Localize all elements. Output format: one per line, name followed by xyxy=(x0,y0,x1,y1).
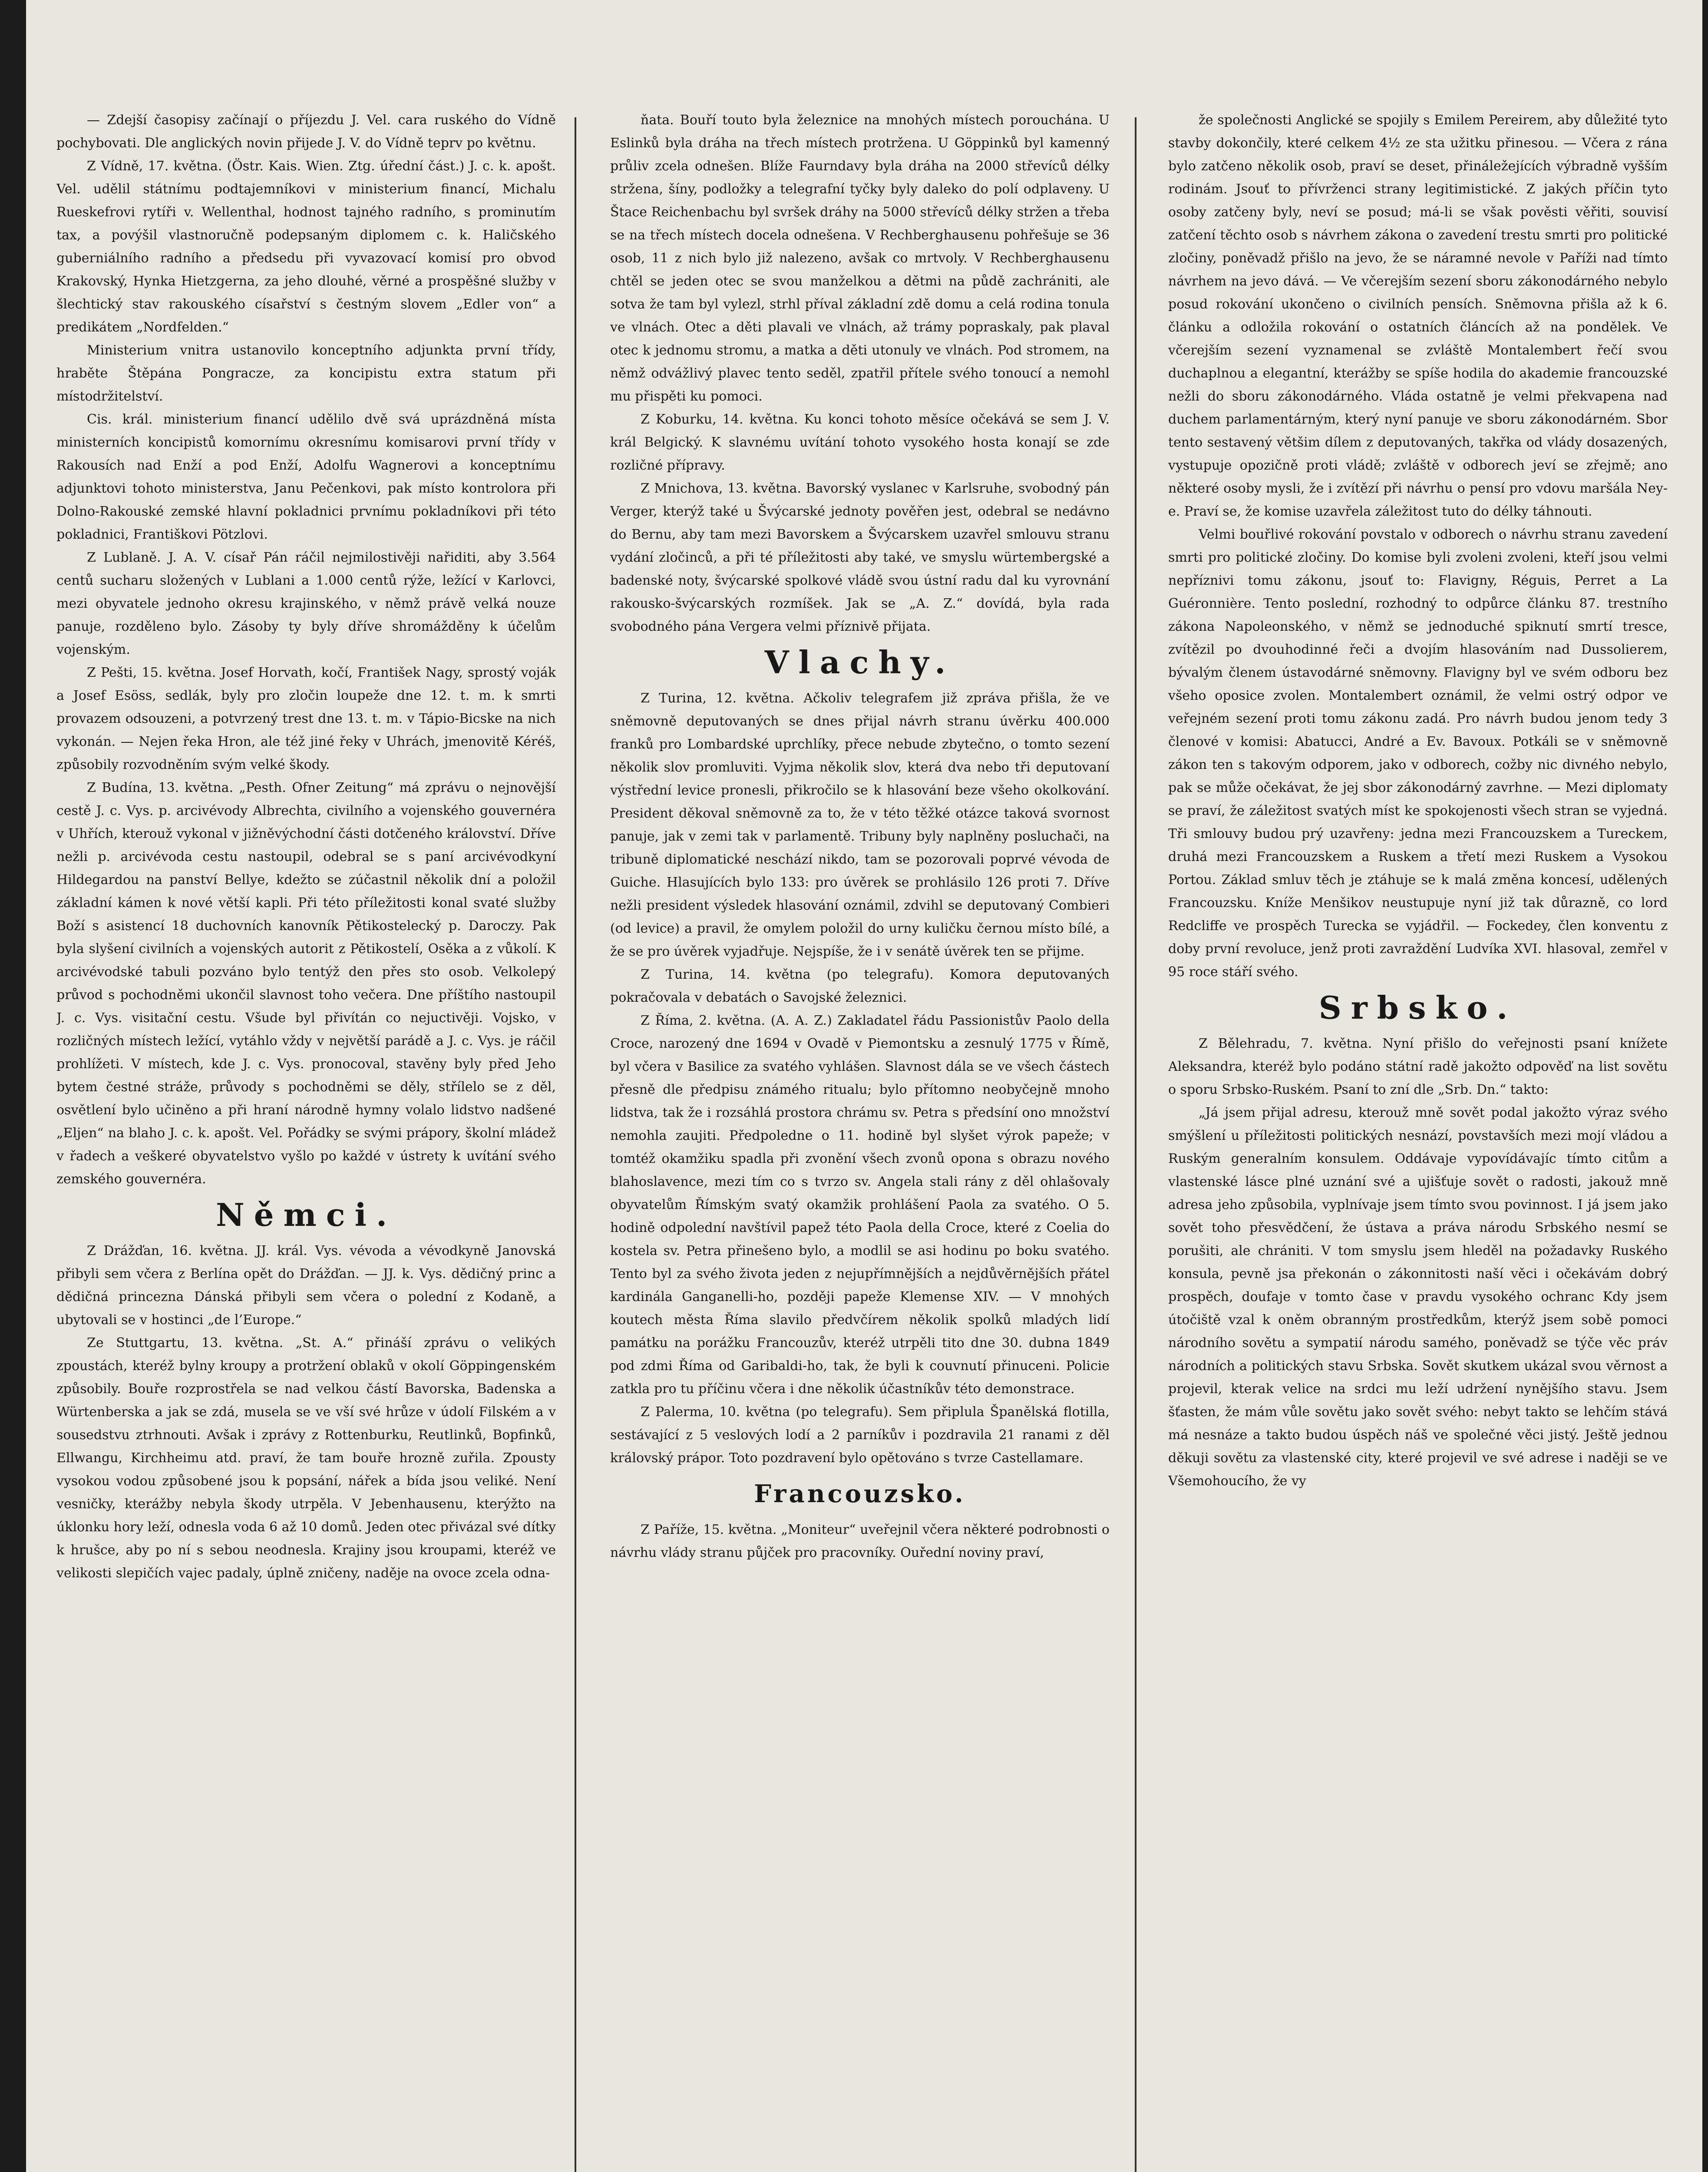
news-z-budina: Z Budína, 13. května. „Pesth. Ofner Zeitung“ má zprávu o nejnovější cestě J. c. Vys. p. arcivévody Albrechta, civilního a vojenského gouvernéra v Uhřích, kterouž vykonal v jižněvýchodní části dotčeného království. Dříve nežli p. arcivévoda cestu nastoupil, odebral se s paní arcivévodkyní Hildegardou na panství Bellye, kdežto se zúčastnil několik dní a položil základní kámen k nové větší kapli. Při této příležitosti konal svaté služby Boží s asistencí 18 duchovních kanovník Pětikostelecký p. Daroczy. Pak byla slyšení civilních a vojenských autorit z Pětikostelí, Osěka a z vůkolí. K arcivévodské tabuli pozváno bylo tentýž den přes sto osob. Velkolepý průvod s pochodněmi ukončil slavnost toho večera. Dne příštího nastoupil J. c. Vys. visitační cestu. Všude byl přivítán co nejuctivěji. Vojsko, v rozličných místech ležící, vytáhlo vždy v největší parádě a J. c. Vys. je ráčil prohlížeti. V místech, kde J. c. Vys. pronocoval, stavěny byly před Jeho bytem čestné stráže, průvody s pochodněmi se děly, střílelo se z děl, osvětlení bylo učiněno a při hraní národně hymny volalo lidstvo nadšené „Eljen“ na blaho J. c. k. apošt. Vel. Pořádky se svými prápory, školní mládež v řadech a veškeré obyvatelstvo vyšlo po každé v ústrety k uvítání svého zemského gouvernéra. xyxy=(56,780,556,1187)
news-z-vidne: Z Vídně, 17. května. (Östr. Kais. Wien. Ztg. úřední část.) J. c. k. apošt. Vel. udělil státnímu podtajemníkovi v ministerium financí, Michalu Rueskefrovi rytíři v. Wellenthal, hodnost tajného radního, s prominutím tax, a povýšil vlastnoručně podepsaným diplomem c. k. Haličského guberniálního radního a předsedu při vyvazovací komisí pro obvod Krakovský, Hynka Hietzgerna, za jeho dlouhé, věrné a prospěšné služby v šlechtický stav rakouského císařství s čestným slovem „Edler von“ a predikátem „Nordfelden.“ xyxy=(56,159,556,335)
news-rokovani-v-odborech: Velmi bouřlivé rokování povstalo v odborech o návrhu stranu zavedení smrti pro politické zločiny. Do komise byli zvoleni zvoleni, kteří jsou velmi nepříznivi tomu zákonu, jsouť to: Flavigny, Réguis, Perret a La Guéronnière. Tento poslední, rozhodný to odpůrce článku 87. trestního zákona Napoleonského, v němž se jednoduché spiknutí smrtí tresce, zvítězil po dvouhodinné řeči a dvojím hlasováním nad Dussolierem, bývalým členem ústavodárné sněmovny. Flavigny byl ve svém odboru bez všeho oposice zvolen. Montalembert oznámil, že velmi ostrý odpor ve veřejném sezení proti tomu zákonu zadá. Pro návrh budou jenom tedy 3 členové v komisi: Abatucci, André a Ev. Bavoux. Potkáli se v sněmovně zákon ten s takovým odporem, jako v odborech, cožby nic divného nebylo, pak se může očekávat, že jej sbor zákonodárný zavrhne. — Mezi diplomaty se praví, že záležitost svatých míst ke spokojenosti všech stran se vyjedná. Tři smlouvy budou prý uzavřeny: jedna mezi Francouzskem a Tureckem, druhá mezi Francouzskem a Ruskem a třetí mezi Ruskem a Vysokou Portou. Základ smluv těch je ztáhuje se k malá změna koncesí, udělených Francouzsku. Kníže Menšikov neustupuje nyní již tak důrazně, co lord Redcliffe ve prospěch Turecka se vyjádřil. — Fockedey, člen konventu z doby první revoluce, jenž proti zavraždění Ludvíka XVI. hlasoval, zemřel v 95 roce stáří svého. xyxy=(1168,527,1668,980)
column-2 xyxy=(610,109,1110,2172)
news-z-rima: Z Říma, 2. května. (A. A. Z.) Zakladatel řádu Passionistův Paolo della Croce, narozený dne 1694 v Ovadě v Piemontsku a zesnulý 1775 v Římě, byl včera v Basilice za svatého vyhlášen. Slavnost dála se ve všech částech přesně dle předpisu známého ritualu; bylo přítomno neobyčejně mnoho lidstva, tak že i rozsáhlá prostora chrámu sv. Petra s předsíní ono množství nemohla zaujiti. Předpoledne o 11. hodině byl slyšet výrok papeže; v tomtéž okamžiku spadla při zvonění všech zvonů opona s obrazu nového blahoslavence, mezi tím co s tvrzo sv. Angela stali rány z děl ohlašovaly obyvatelům Římským svatý okamžik prohlášení Paola za svatého. O 5. hodině odpolední navštívil papež této Paola della Croce, které z Coelia do kostela sv. Petra přinešeno bylo, a modlil se asi hodinu po boku svatého. Tento byl za svého života jeden z nejupřímnějších a nejdůvěrnějších přátel kardinála Ganganelli-ho, později papeže Klemense XIV. — V mnohých koutech města Říma slavilo předvčírem několik spolků mladých lidí památku na porážku Francouzův, kteréž utrpěli tito dne 30. dubna 1849 pod zdmi Říma od Garibaldi-ho, tak, že byli k couvnutí přinuceni. Policie zatkla pro tu příčinu včera i dne několik účastníkův této demonstrace. xyxy=(610,1013,1110,1397)
column-rule-left xyxy=(575,117,576,2172)
news-z-lublane: Z Lublaně. J. A. V. císař Pán ráčil nejmilostivěji nařiditi, aby 3.564 centů sucharu složených v Lublani a 1.000 centů rýže, ležící v Karlovci, mezi obyvatele jednoho okresu krajinského, v němž právě velká nouze panuje, rozděleno bylo. Zásoby ty byly dříve shromážděny k účelům vojenským. xyxy=(56,550,556,657)
column-1 xyxy=(56,109,556,2172)
newspaper-page xyxy=(26,0,1702,2172)
news-z-koburku: Z Koburku, 14. května. Ku konci tohoto měsíce očekává se sem J. V. král Belgický. K slavnému uvítání tohoto vysokého hosta konají se zde rozličné přípravy. xyxy=(610,412,1110,473)
section-heading-nemci: Němci. xyxy=(215,1196,397,1233)
news-ze-stuttgartu: Ze Stuttgartu, 13. května. „St. A.“ přináší zprávu o velikých zpoustách, kteréž bylny kroupy a protržení oblaků v okolí Göppingenském způsobily. Bouře rozprostřela se nad velkou částí Bavorska, Badenska a Würtenberska a jak se zdá, musela se ve vší své hrůze v údolí Filském a v sousedstvu ztrhnouti. Avšak i zprávy z Rottenburku, Reutlinků, Bopfinků, Ellwangu, Kirchheimu atd. praví, že tam bouře hrozně zuřila. Zpousty vysokou vodou způsobené jsou k popsání, nářek a bída jsou veliké. Není vesničky, kterážby nebyla škody utrpěla. V Jebenhausenu, kterýžto na úklonku hory leží, odnesla voda 6 až 10 domů. Jeden otec přivázal své dítky k hrušce, aby po ní s sebou neodnesla. Krajiny jsou kroupami, kteréž ve velikosti slepičích vajec padaly, úplně zničeny, naděje na ovoce zcela odna- xyxy=(56,1335,556,1581)
news-z-belehradu: Z Bělehradu, 7. května. Nyní přišlo do veřejnosti psaní knížete Aleksandra, kteréž bylo podáno státní radě jakožto odpověď na list sovětu o sporu Srbsko-Ruském. Psaní to zní dle „Srb. Dn.“ takto: xyxy=(1168,1036,1668,1097)
column-rule-right xyxy=(1135,117,1136,2172)
news-pariz-pokracovani: že společnosti Anglické se spojily s Emilem Pereirem, aby důležité tyto stavby dokončily, které celkem 4½ ze sta užitku přinesou. — Včera z rána bylo zatčeno několik osob, praví se deset, přináležejících výbradně vyšším rodinám. Jsouť to přívrženci strany legitimistické. Z jakých příčin tyto osoby zatčeny byly, neví se posud; má-li se však pověsti věřiti, souvisí zatčení těchto osob s návrhem zákona o zavedení trestu smrti pro politické zločiny, poněvadž přišlo na jevo, že se náramné nevole v Paříži nad tímto návrhem na jevo dává. — Ve včerejším sezení sboru zákonodárného nebylo posud rokování ukončeno o civilních pensích. Sněmovna přišla až k 6. článku a odložila rokování o ostatních článcích až na pondělek. Ve včerejším sezení vyznamenal se zvláště Montalembert řečí svou duchaplnou a elegantní, kterážby se spíše hodila do akademie francouzské nežli do sboru zákonodárného. Vláda ostatně je velmi překvapena nad duchem parlamentárným, který nyní panuje ve sboru zákonodárném. Sbor tento sestavený většim dílem z deputovaných, takřka od vlády dosazených, vystupuje opozičně proti vládě; zvláště v odborech jeví se zřejmě; ano některé osoby mysli, že i zvítězí při návrhu o pensí pro vdovu maršála Ney-e. Praví se, že komise uzavřela záležitost tuto do délky táhnouti. xyxy=(1168,113,1668,519)
section-heading-srbsko: Srbsko. xyxy=(1318,989,1517,1026)
news-z-pesti: Z Pešti, 15. května. Josef Horvath, kočí, František Nagy, sprostý voják a Josef Esöss, sedlák, byly pro zločin loupeže dne 12. t. m. k smrti provazem odsouzeni, a potvrzený trest dne 13. t. m. v Tápio-Bicske na nich vykonán. — Nejen řeka Hron, ale též jiné řeky v Uhrách, jmenovitě Kéréš, způsobily rozvodněním svým velké škody. xyxy=(56,665,556,772)
column-3 xyxy=(1168,109,1668,2172)
news-ministerium-vnitra: Ministerium vnitra ustanovilo konceptního adjunkta první třídy, hraběte Štěpána Pongracze, za koncipistu extra statum při místodržitelství. xyxy=(56,343,556,404)
news-caricina-cesta: — Zdejší časopisy začínají o příjezdu J. Vel. cara ruského do Vídně pochybovati. Dle anglických novin přijede J. V. do Vídně teprv po květnu. xyxy=(56,113,556,151)
news-z-drazdan: Z Drážďan, 16. května. JJ. král. Vys. vévoda a vévodkyně Janovská přibyli sem včera z Berlína opět do Drážďan. — JJ. k. Vys. dědičný princ a dědičná princezna Dánská přibyli sem včera o polední z Kodaně, a ubytovali se v hostinci „de l’Europe.“ xyxy=(56,1243,556,1328)
news-psani-knizete: „Já jsem přijal adresu, kterouž mně sovět podal jakožto výraz svého smýšlení u příležitosti politických nesnází, povstavších mezi mojí vládou a Ruským generalním konsulem. Oddávaje vypovídávajíc tímto citům a vlastenské lásce plné uznání své a ujišťuje sovět o radosti, jakouž mně adresa jeho způsobila, vyplnívaje jsem tímto svou povinnost. I já jsem jako sovět toho přesvědčení, že ústava a práva národu Srbského nesmí se porušiti, ale chrániti. V tom smyslu jsem hleděl na požadavky Ruského konsula, pevně jsa překonán o zákonnitosti naší věci i očekávám dobrý prospěch, doufaje v tomto čase v pravdu vysokého ochranc Kdy jsem útočiště vzal k oněm obranným prostředkům, kterýž jsem sobě pomoci národního sovětu a sympatií národu samého, poněvadž se týče věc práv národních a politických stavu Srbska. Sovět skutkem ukázal svou věrnost a projevil, kterak velice na srdci mu leží udržení nynějšího stavu. Jsem šťasten, že mám vůle sovětu jako sovět svého: nebyt takto se lehčím stává má nesnáze a takto budou úspěch náš ve společné věci jistý. Ještě jednou děkuji sovětu za vlastenské city, které projevil ve své adrese i naději se ve Všemohoucího, že vy xyxy=(1168,1105,1668,1489)
section-heading-vlachy: Vlachy. xyxy=(764,644,955,681)
news-z-turina-12: Z Turina, 12. května. Ačkoliv telegrafem již zpráva přišla, že ve sněmovně deputovaných se dnes přijal návrh stranu úvěrku 400.000 franků pro Lombardské uprchlíky, přece nebude zbytečno, o tomto sezení několik slov promluviti. Vyjma několik slov, která dva nebo tři deputovaní výstřední levice pronesli, přikročilo se k hlasování beze všeho okolkování. President děkoval sněmovně za to, že v této těžké otázce taková svornost panuje, jak v zemi tak v parlamentě. Tribuny byly naplněny posluchači, na tribuně diplomatické neschází nikdo, tam se pozorovali poprvé vévoda de Guiche. Hlasujících bylo 133: pro úvěrek se prohlásilo 126 proti 7. Dříve nežli president výsledek hlasování oznámil, zdvihl se deputovaný Combieri (od levice) a pravil, že omylem položil do urny kuličku černou místo bílé, a že se pro úvěrek vyjadřuje. Nejspíše, že i v senátě úvěrek ten se přijme. xyxy=(610,691,1110,959)
section-heading-francouzsko: Francouzsko. xyxy=(754,1480,966,1508)
news-z-turina-14: Z Turina, 14. května (po telegrafu). Komora deputovaných pokračovala v debatách o Savojské železnici. xyxy=(610,967,1110,1005)
news-zeleznice-bourka: ňata. Bouří touto byla železnice na mnohých místech porouchána. U Eslinků byla dráha na třech místech protržena. U Göppinků byl kamenný průliv zcela odnešen. Blíže Faurndavy byla dráha na 2000 střevíců délky stržena, šíny, podložky a telegrafní tyčky byly daleko do polí odplaveny. U Štace Reichenbachu byl svršek dráhy na 5000 střevíců délky stržen a třeba se na třech místech docela odnešena. V Rechberghausenu pohřešuje se 36 osob, 11 z nich bylo již nalezeno, avšak co mrtvoly. V Rechberghausenu chtěl se jeden otec se svou manželkou a dětmi na půdě zachrániti, ale sotva že tam byl vylezl, strhl příval základní zdě domu a celá rodina tonula ve vlnách. Otec a děti plavali ve vlnách, až trámy popraskaly, pak plaval otec k jednomu stromu, a matka a děti utonuly ve vlnách. Pod stromem, na němž odvážlivý plavec tento seděl, zpatřil přítele svého tonoucí a nemohl mu přispěti ku pomoci. xyxy=(610,113,1110,404)
news-z-parize: Z Paříže, 15. května. „Moniteur“ uveřejnil včera některé podrobnosti o návrhu vlády stranu půjček pro pracovníky. Ouřední noviny praví, xyxy=(610,1522,1110,1560)
news-z-palerma: Z Palerma, 10. května (po telegrafu). Sem připlula Španělská flotilla, sestávající z 5 veslových lodí a 2 parníkův i pozdravila 21 ranami z děl královský prápor. Toto pozdravení bylo opětováno s tvrze Castellamare. xyxy=(610,1404,1110,1466)
news-z-mnichova: Z Mnichova, 13. května. Bavorský vyslanec v Karlsruhe, svobodný pán Verger, kterýž také u Švýcarské jednoty pověřen jest, odebral se nedávno do Bernu, aby tam mezi Bavorskem a Švýcarskem uzavřel smlouvu stranu vydání zločinců, a při té příležitosti aby také, ve smyslu würtembergské a badenské noty, švýcarské spolkové vládě svou ústní radu dal ku vyrovnání rakousko-švýcarských rozmíšek. Jak se „A. Z.“ dovídá, byla rada svobodného pána Vergera velmi příznivě přijata. xyxy=(610,481,1110,634)
news-ministerium-financi: Cis. král. ministerium financí udělilo dvě svá uprázdněná místa ministerních koncipistů komornímu okresnímu komisarovi první třídy v Rakousích nad Enží a pod Enží, Adolfu Wagnerovi a konceptnímu adjunktovi tohoto ministerstva, Janu Pečenkovi, pak místo kontrolora při Dolno-Rakouské zemské hlavní pokladnici prvnímu pokladníkovi při této pokladnici, Františkovi Pötzlovi. xyxy=(56,412,556,542)
